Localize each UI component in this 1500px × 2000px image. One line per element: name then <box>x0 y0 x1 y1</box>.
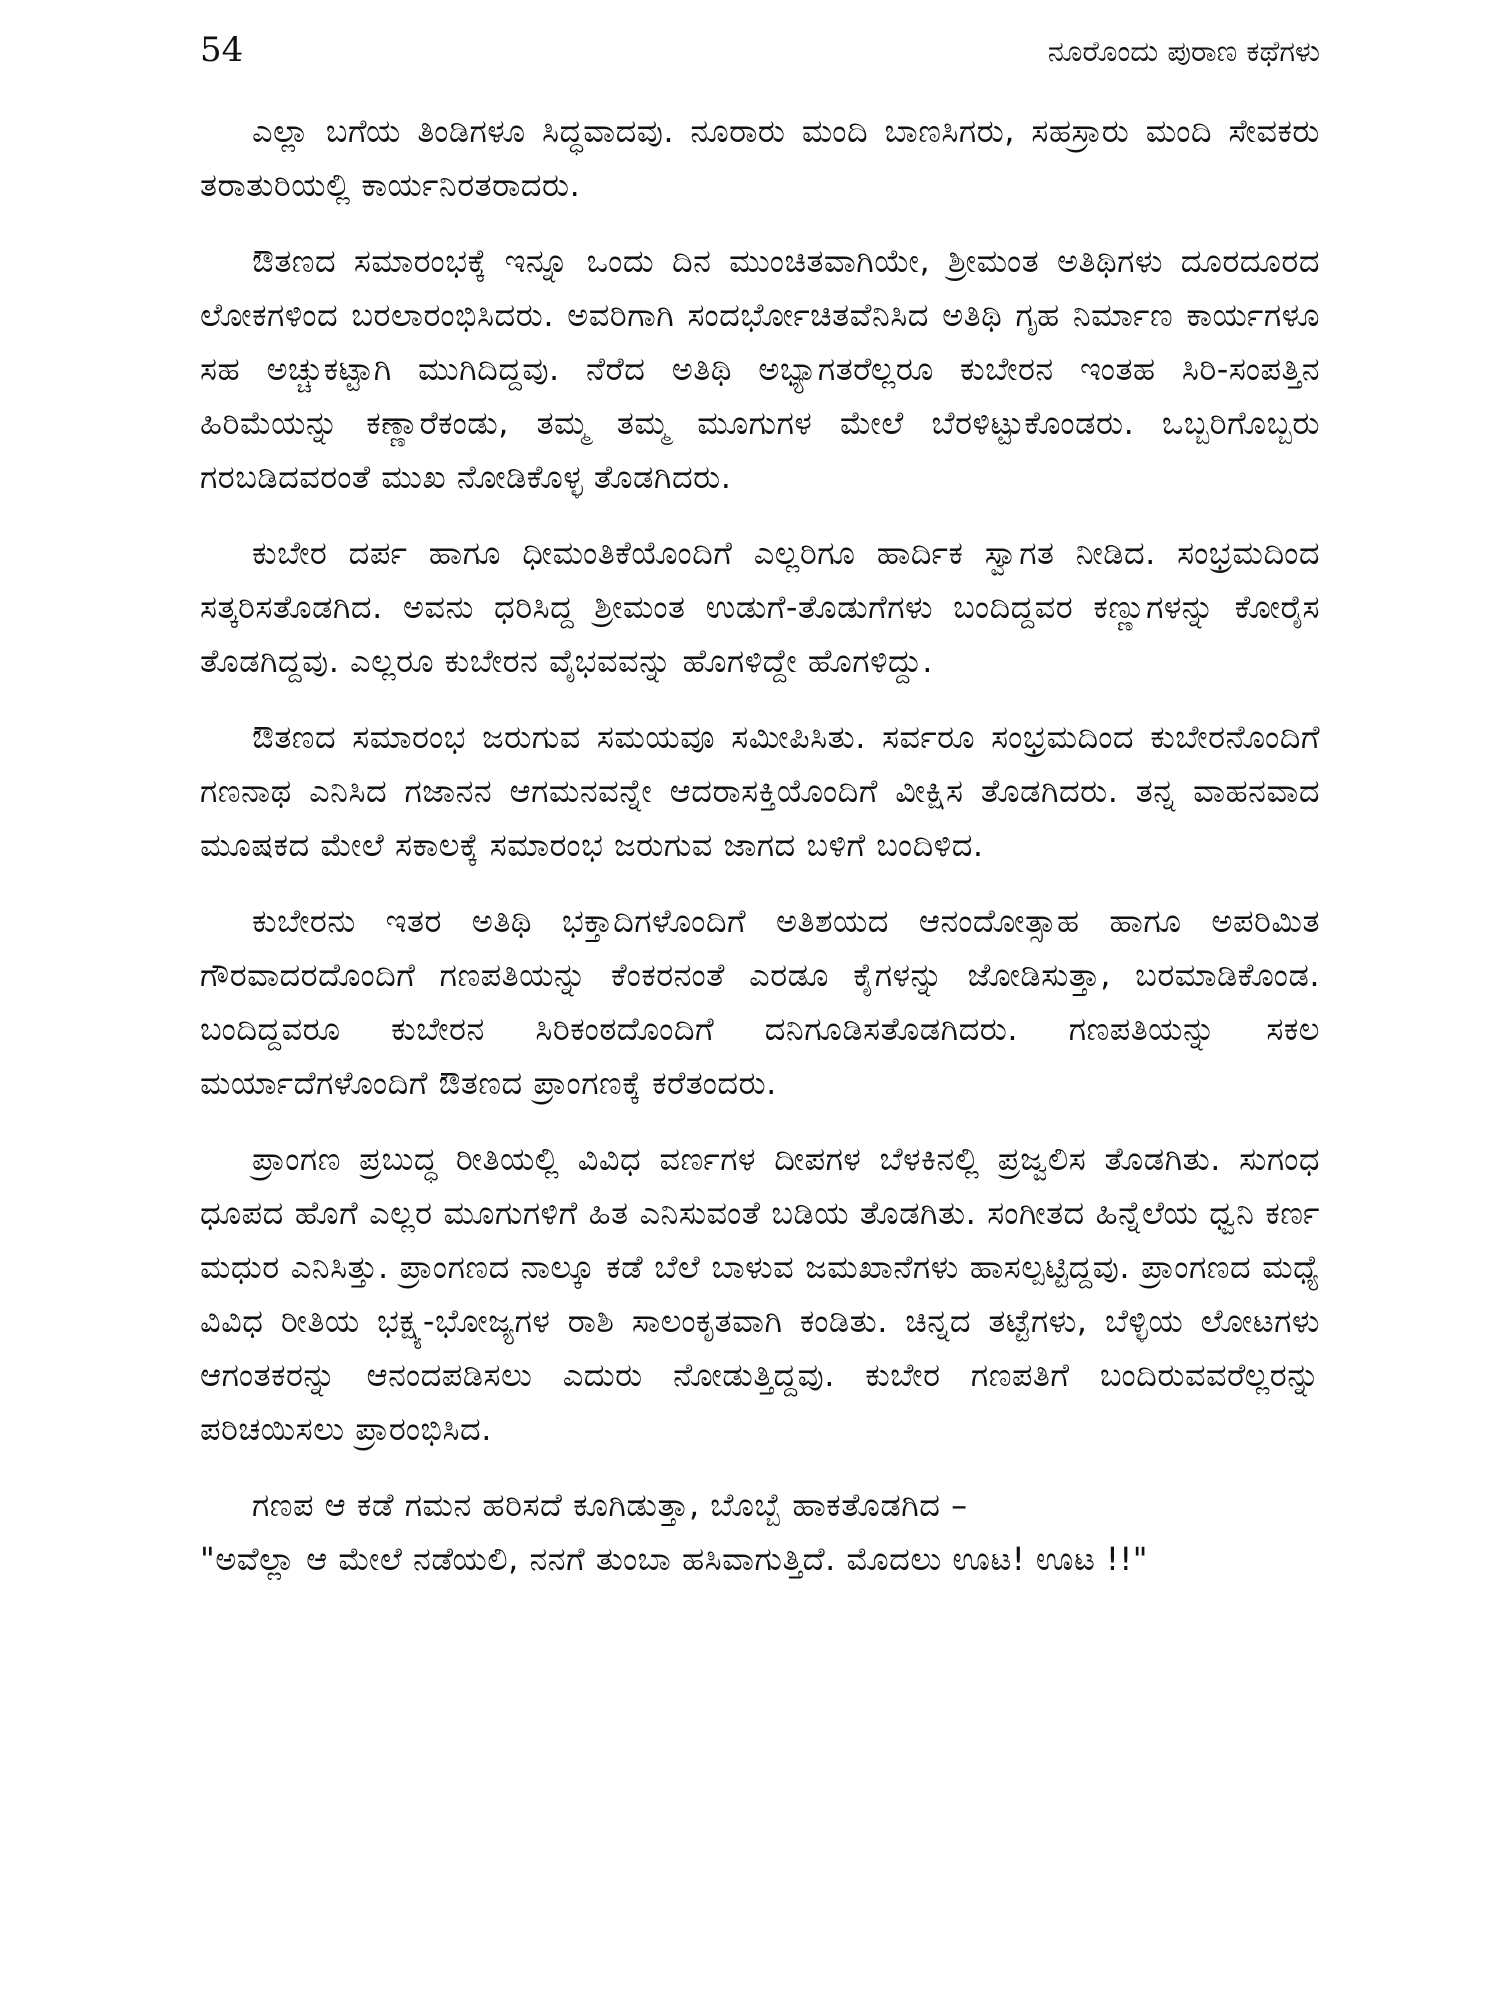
paragraph: ಔತಣದ ಸಮಾರಂಭಕ್ಕೆ ಇನ್ನೂ ಒಂದು ದಿನ ಮುಂಚಿತವಾಗಿಯೇ, ಶ್ರೀಮಂತ ಅತಿಥಿಗಳು ದೂರದೂರದ ಲೋಕಗಳಿಂದ ಬರಲಾರಂಭಿಸಿದರು. ಅವರಿಗಾಗಿ ಸಂದರ್ಭೋಚಿತವೆನಿಸಿದ ಅತಿಥಿ ಗೃಹ ನಿರ್ಮಾಣ ಕಾರ್ಯಗಳೂ ಸಹ ಅಚ್ಚುಕಟ್ಟಾಗಿ ಮುಗಿದಿದ್ದವು. ನೆರೆದ ಅತಿಥಿ ಅಭ್ಯಾಗತರೆಲ್ಲರೂ ಕುಬೇರನ ಇಂತಹ ಸಿರಿ-ಸಂಪತ್ತಿನ ಹಿರಿಮೆಯನ್ನು ಕಣ್ಣಾರೆಕಂಡು, ತಮ್ಮ ತಮ್ಮ ಮೂಗುಗಳ ಮೇಲೆ ಬೆರಳಿಟ್ಟುಕೊಂಡರು. ಒಬ್ಬರಿಗೊಬ್ಬರು ಗರಬಡಿದವರಂತೆ ಮುಖ ನೋಡಿಕೊಳ್ಳ ತೊಡಗಿದರು. <box>200 242 1320 496</box>
paragraph: ಪ್ರಾಂಗಣ ಪ್ರಬುದ್ಧ ರೀತಿಯಲ್ಲಿ ವಿವಿಧ ವರ್ಣಗಳ ದೀಪಗಳ ಬೆಳಕಿನಲ್ಲಿ ಪ್ರಜ್ವಲಿಸ ತೊಡಗಿತು. ಸುಗಂಧ ಧೂಪದ ಹೊಗೆ ಎಲ್ಲರ ಮೂಗುಗಳಿಗೆ ಹಿತ ಎನಿಸುವಂತೆ ಬಡಿಯ ತೊಡಗಿತು. ಸಂಗೀತದ ಹಿನ್ನೆಲೆಯ ಧ್ವನಿ ಕರ್ಣ ಮಧುರ ಎನಿಸಿತ್ತು. ಪ್ರಾಂಗಣದ ನಾಲ್ಕೂ ಕಡೆ ಬೆಲೆ ಬಾಳುವ ಜಮಖಾನೆಗಳು ಹಾಸಲ್ಪಟ್ಟಿದ್ದವು. ಪ್ರಾಂಗಣದ ಮಧ್ಯೆ ವಿವಿಧ ರೀತಿಯ ಭಕ್ಷ್ಯ-ಭೋಜ್ಯಗಳ ರಾಶಿ ಸಾಲಂಕೃತವಾಗಿ ಕಂಡಿತು. ಚಿನ್ನದ ತಟ್ಟೆಗಳು, ಬೆಳ್ಳಿಯ ಲೋಟಗಳು ಆಗಂತಕರನ್ನು ಆನಂದಪಡಿಸಲು ಎದುರು ನೋಡುತ್ತಿದ್ದವು. ಕುಬೇರ ಗಣಪತಿಗೆ ಬಂದಿರುವವರೆಲ್ಲರನ್ನು ಪರಿಚಯಿಸಲು ಪ್ರಾರಂಭಿಸಿದ. <box>200 1140 1320 1448</box>
paragraph: ಎಲ್ಲಾ ಬಗೆಯ ತಿಂಡಿಗಳೂ ಸಿದ್ಧವಾದವು. ನೂರಾರು ಮಂದಿ ಬಾಣಸಿಗರು, ಸಹಸ್ರಾರು ಮಂದಿ ಸೇವಕರು ತರಾತುರಿಯಲ್ಲಿ ಕಾರ್ಯನಿರತರಾದರು. <box>200 112 1320 204</box>
paragraph: ಔತಣದ ಸಮಾರಂಭ ಜರುಗುವ ಸಮಯವೂ ಸಮೀಪಿಸಿತು. ಸರ್ವರೂ ಸಂಭ್ರಮದಿಂದ ಕುಬೇರನೊಂದಿಗೆ ಗಣನಾಥ ಎನಿಸಿದ ಗಜಾನನ ಆಗಮನವನ್ನೇ ಆದರಾಸಕ್ತಿಯೊಂದಿಗೆ ವೀಕ್ಷಿಸ ತೊಡಗಿದರು. ತನ್ನ ವಾಹನವಾದ ಮೂಷಕದ ಮೇಲೆ ಸಕಾಲಕ್ಕೆ ಸಮಾರಂಭ ಜರುಗುವ ಜಾಗದ ಬಳಿಗೆ ಬಂದಿಳಿದ. <box>200 718 1320 864</box>
paragraph: ಕುಬೇರನು ಇತರ ಅತಿಥಿ ಭಕ್ತಾದಿಗಳೊಂದಿಗೆ ಅತಿಶಯದ ಆನಂದೋತ್ಸಾಹ ಹಾಗೂ ಅಪರಿಮಿತ ಗೌರವಾದರದೊಂದಿಗೆ ಗಣಪತಿಯನ್ನು ಕೆಂಕರನಂತೆ ಎರಡೂ ಕೈಗಳನ್ನು ಜೋಡಿಸುತ್ತಾ, ಬರಮಾಡಿಕೊಂಡ. ಬಂದಿದ್ದವರೂ ಕುಬೇರನ ಸಿರಿಕಂಠದೊಂದಿಗೆ ದನಿಗೂಡಿಸತೊಡಗಿದರು. ಗಣಪತಿಯನ್ನು ಸಕಲ ಮರ್ಯಾದೆಗಳೊಂದಿಗೆ ಔತಣದ ಪ್ರಾಂಗಣಕ್ಕೆ ಕರೆತಂದರು. <box>200 902 1320 1102</box>
paragraph: ಕುಬೇರ ದರ್ಪ ಹಾಗೂ ಧೀಮಂತಿಕೆಯೊಂದಿಗೆ ಎಲ್ಲರಿಗೂ ಹಾರ್ದಿಕ ಸ್ವಾಗತ ನೀಡಿದ. ಸಂಭ್ರಮದಿಂದ ಸತ್ಕರಿಸತೊಡಗಿದ. ಅವನು ಧರಿಸಿದ್ದ ಶ್ರೀಮಂತ ಉಡುಗೆ-ತೊಡುಗೆಗಳು ಬಂದಿದ್ದವರ ಕಣ್ಣುಗಳನ್ನು ಕೋರೈಸ ತೊಡಗಿದ್ದವು. ಎಲ್ಲರೂ ಕುಬೇರನ ವೈಭವವನ್ನು ಹೊಗಳಿದ್ದೇ ಹೊಗಳಿದ್ದು. <box>200 534 1320 680</box>
running-header <box>200 30 1320 90</box>
body-text <box>200 104 1320 1586</box>
paragraph: ಗಣಪ ಆ ಕಡೆ ಗಮನ ಹರಿಸದೆ ಕೂಗಿಡುತ್ತಾ, ಬೊಬ್ಬೆ ಹಾಕತೊಡಗಿದ – <box>252 1486 968 1524</box>
book-page <box>200 30 1320 1980</box>
dialogue-quote: "ಅವೆಲ್ಲಾ ಆ ಮೇಲೆ ನಡೆಯಲಿ, ನನಗೆ ತುಂಬಾ ಹಸಿವಾಗುತ್ತಿದೆ. ಮೊದಲು ಊಟ! ಊಟ !!" <box>200 1540 1148 1578</box>
book-title: ನೂರೊಂದು ಪುರಾಣ ಕಥೆಗಳು <box>1047 34 1320 68</box>
page-number: 54 <box>200 30 244 70</box>
